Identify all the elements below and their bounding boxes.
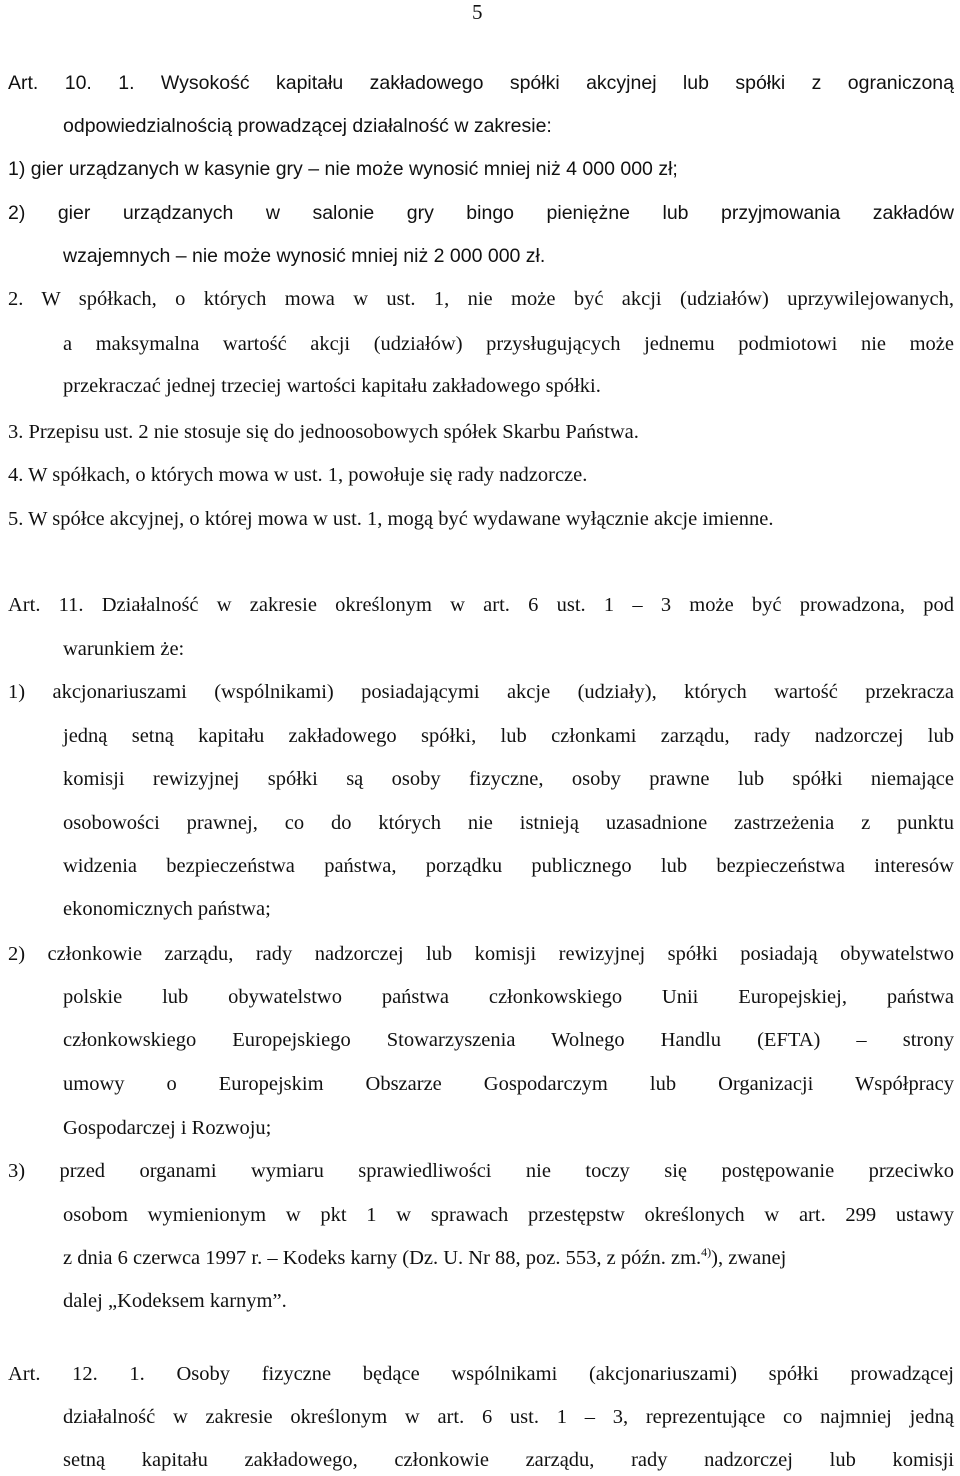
art10-sec-3: 3. Przepisu ust. 2 nie stosuje się do jednoosobowych spółek Skarbu Państwa. [8, 421, 639, 443]
art10-sec-2-line-3: przekraczać jednej trzeciej wartości kapitału zakładowego spółki. [63, 375, 601, 397]
art10-line-1: Art. 10. 1. Wysokość kapitału zakładowego spółki akcyjnej lub spółki z ograniczoną [8, 72, 954, 94]
art10-sec-4: 4. W spółkach, o których mowa w ust. 1, powołuje się rady nadzorcze. [8, 464, 588, 486]
art10-sec-2-line-1: 2. W spółkach, o których mowa w ust. 1, nie może być akcji (udziałów) uprzywilejowanych, [8, 288, 954, 310]
art11-item-1-line-4: osobowości prawnej, co do których nie istnieją uzasadnione zastrzeżenia z punktu [63, 812, 954, 834]
art11-item-3-line-4: dalej „Kodeksem karnym”. [63, 1290, 287, 1312]
art12-line-3: setną kapitału zakładowego, członkowie zarządu, rady nadzorczej lub komisji [63, 1449, 954, 1471]
art11-item-1-line-6: ekonomicznych państwa; [63, 898, 271, 920]
citation-tail: ), zwanej [711, 1247, 787, 1269]
art11-item-2-line-4: umowy o Europejskim Obszarze Gospodarczym lub Organizacji Współpracy [63, 1073, 954, 1095]
art12-line-2: działalność w zakresie określonym w art. 6 ust. 1 – 3, reprezentujące co najmniej jedną [63, 1406, 954, 1428]
art11-line-2: warunkiem że: [63, 638, 185, 660]
art11-item-1-line-5: widzenia bezpieczeństwa państwa, porządku publicznego lub bezpieczeństwa interesów [63, 855, 954, 877]
art11-item-2-line-1: 2) członkowie zarządu, rady nadzorczej lub komisji rewizyjnej spółki posiadają obywatelstwo [8, 943, 954, 965]
footnote-ref: 4) [701, 1245, 712, 1260]
citation-text: z dnia 6 czerwca 1997 r. – Kodeks karny (Dz. U. Nr 88, poz. 553, z późn. zm. [63, 1247, 702, 1269]
art10-sec-2-line-2: a maksymalna wartość akcji (udziałów) przysługujących jednemu podmiotowi nie może [63, 333, 954, 355]
art11-item-1-line-3: komisji rewizyjnej spółki są osoby fizyczne, osoby prawne lub spółki niemające [63, 768, 954, 790]
page-number: 5 [472, 0, 483, 24]
art11-item-1-line-1: 1) akcjonariuszami (wspólnikami) posiadającymi akcje (udziały), których wartość przekracza [8, 681, 954, 703]
art11-item-1-line-2: jedną setną kapitału zakładowego spółki, lub członkami zarządu, rady nadzorczej lub [63, 725, 954, 747]
art11-item-3-line-2: osobom wymienionym w pkt 1 w sprawach przestępstw określonych w art. 299 ustawy [63, 1204, 954, 1226]
art11-item-3-line-3 [63, 1244, 786, 1272]
art11-item-2-line-3: członkowskiego Europejskiego Stowarzyszenia Wolnego Handlu (EFTA) – strony [63, 1029, 954, 1051]
art10-item-2-cont: wzajemnych – nie może wynosić mniej niż 2 000 000 zł. [63, 245, 546, 267]
art10-sec-5: 5. W spółce akcyjnej, o której mowa w ust. 1, mogą być wydawane wyłącznie akcje imienne. [8, 508, 774, 530]
art10-line-2: odpowiedzialnością prowadzącej działalność w zakresie: [63, 115, 552, 137]
art10-item-1: 1) gier urządzanych w kasynie gry – nie może wynosić mniej niż 4 000 000 zł; [8, 158, 678, 180]
art11-item-2-line-2: polskie lub obywatelstwo państwa członkowskiego Unii Europejskiej, państwa [63, 986, 954, 1008]
art12-line-1: Art. 12. 1. Osoby fizyczne będące wspólnikami (akcjonariuszami) spółki prowadzącej [8, 1363, 954, 1385]
art11-item-3-line-1: 3) przed organami wymiaru sprawiedliwości nie toczy się postępowanie przeciwko [8, 1160, 954, 1182]
art11-line-1: Art. 11. Działalność w zakresie określonym w art. 6 ust. 1 – 3 może być prowadzona, pod [8, 594, 954, 616]
art11-item-2-line-5: Gospodarczej i Rozwoju; [63, 1117, 272, 1139]
art10-item-2: 2) gier urządzanych w salonie gry bingo pieniężne lub przyjmowania zakładów [8, 202, 954, 224]
